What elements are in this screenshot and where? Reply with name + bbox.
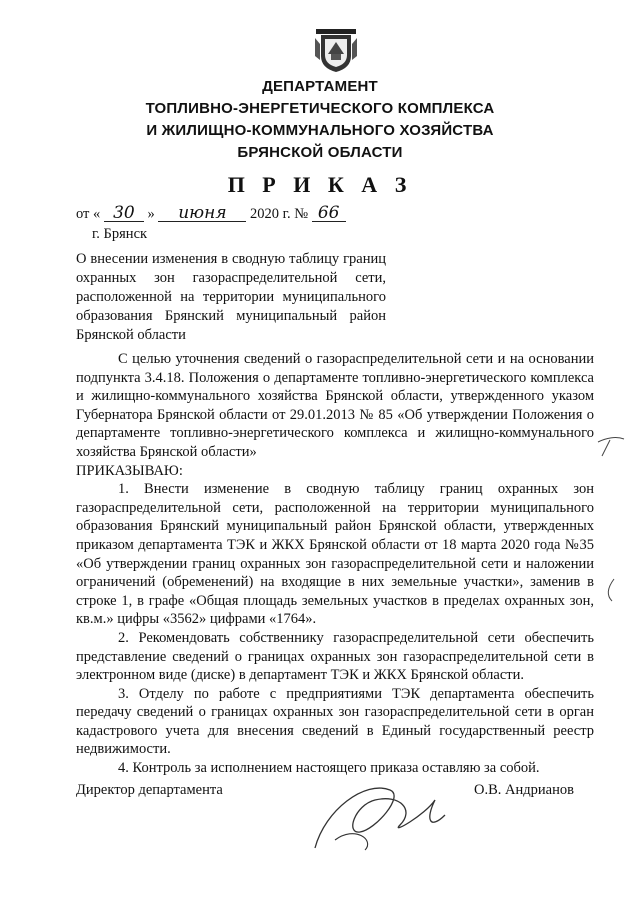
date-prefix: от (76, 206, 90, 222)
order-word: ПРИКАЗЫВАЮ: (76, 462, 183, 479)
open-quote: « (93, 206, 101, 222)
item-2-paragraph: 2. Рекомендовать собственнику газораспределительной сети обеспечить представление сведений о границах охранных зон газораспределительной сети в электронном виде (диске) в департамент ТЭК и ЖКХ Брянской области. (76, 629, 594, 684)
order-city: г. Брянск (92, 226, 148, 242)
signatory-position: Директор департамента (76, 782, 223, 798)
handwritten-signature (305, 770, 455, 858)
department-header (60, 76, 580, 164)
order-day: 30 (104, 205, 144, 222)
order-number: 66 (312, 205, 346, 222)
header-line-2: ТОПЛИВНО-ЭНЕРГЕТИЧЕСКОГО КОМПЛЕКСА (145, 100, 495, 117)
item-3-paragraph: 3. Отделу по работе с предприятиями ТЭК департамента обеспечить передачу сведений о границах охранных зон газораспределительной сети в орган кадастрового учета для внесения сведений в Единый государственный реестр недвижимости. (76, 685, 594, 758)
margin-handwritten-tick (600, 575, 620, 605)
margin-handwritten-mark (594, 430, 626, 460)
coat-of-arms-emblem (313, 26, 359, 74)
order-date-line (76, 205, 346, 223)
header-line-4: БРЯНСКОЙ ОБЛАСТИ (237, 144, 403, 161)
number-sign: № (294, 206, 309, 222)
header-line-1: ДЕПАРТАМЕНТ (262, 78, 378, 95)
order-subject: О внесении изменения в сводную таблицу границ охранных зон газораспределительной сети, расположенной на территории муниципального образования Брянский муниципальный район Брянской области (76, 251, 386, 343)
order-month: июня (158, 205, 246, 222)
preamble-paragraph: С целью уточнения сведений о газораспределительной сети и на основании подпункта 3.4.18. Положения о департаменте топливно-энергетического комплекса и жилищно-коммунального хозяйства Брянской области, утвержденного указом Губернатора Брянской области от 29.01.2013 № 85 «Об утверждении Положения о департаменте топливно-энергетического комплекса и жилищно-коммунального хозяйства Брянской области» (76, 351, 594, 460)
item-4-paragraph: 4. Контроль за исполнением настоящего приказа оставляю за собой. (118, 760, 540, 777)
order-title: П Р И К А З (227, 172, 413, 197)
item-1-paragraph: 1. Внести изменение в сводную таблицу границ охранных зон газораспределительной сети, расположенной на территории муниципального образования Брянский муниципальный район Брянской области, утвержденных приказом департамента ТЭК и ЖКХ Брянской области от 18 марта 2020 года №35 «Об утверждении границ охранных зон газораспределительной сети и наложении ограничений (обременений) на входящие в них земельные участки», заменив в строке 1, в графе «Общая площадь земельных участков в пределах охранных зон, кв.м.» цифры «3562» цифрами «1764». (76, 481, 594, 628)
signatory-name: О.В. Андрианов (474, 782, 574, 798)
close-quote: » (147, 206, 155, 222)
order-year: 2020 г. (250, 206, 291, 222)
header-line-3: И ЖИЛИЩНО-КОММУНАЛЬНОГО ХОЗЯЙСТВА (146, 122, 494, 139)
order-body (76, 350, 594, 778)
